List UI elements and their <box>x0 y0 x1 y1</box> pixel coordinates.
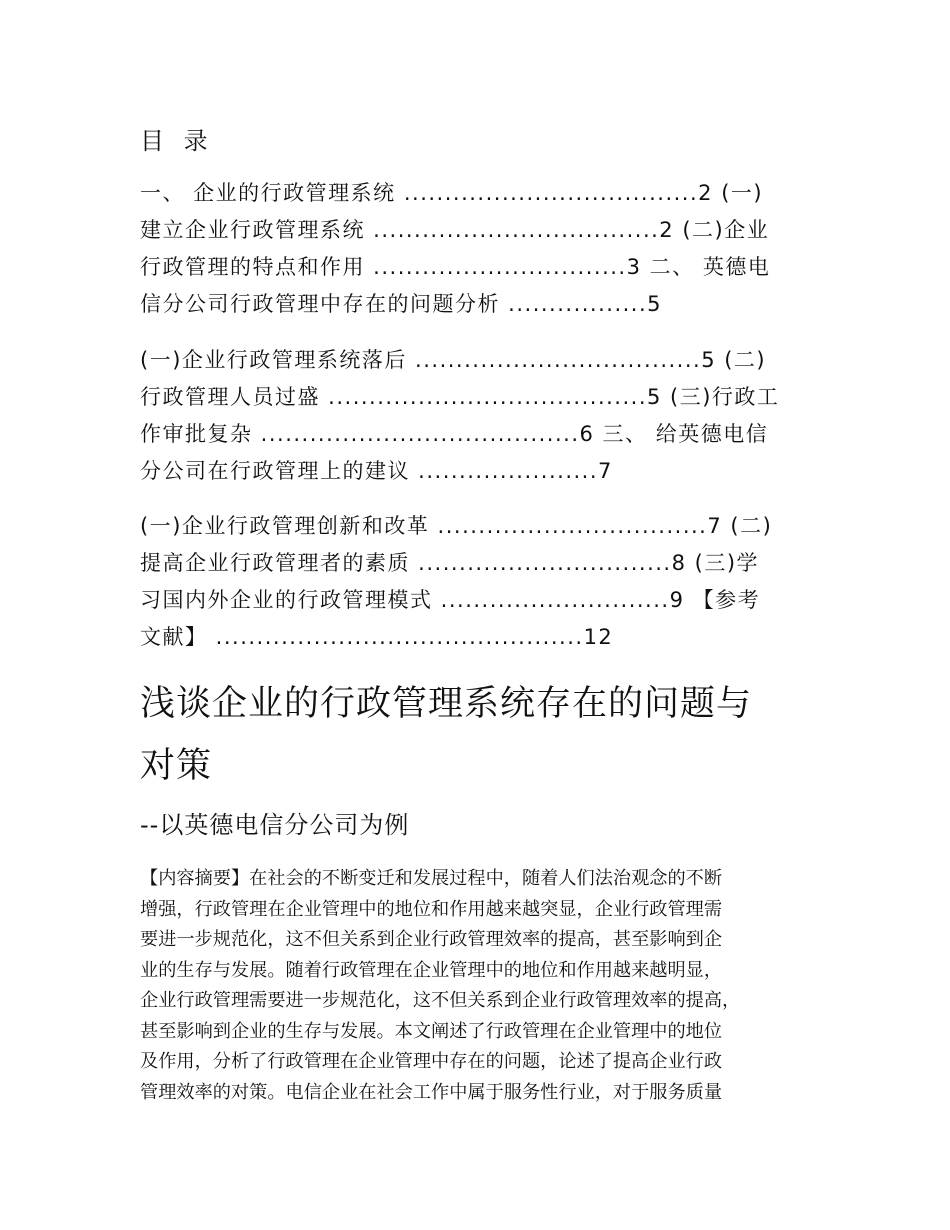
toc-line: 建立企业行政管理系统 ...................................2 (二)企业 <box>140 218 770 242</box>
toc-line: 文献】 .............................................12 <box>140 625 614 649</box>
toc-line: 行政管理人员过盛 .......................................5 (三)行政工 <box>140 385 780 409</box>
toc-line: 提高企业行政管理者的素质 ...............................8 (三)学 <box>140 551 760 575</box>
toc-block <box>140 175 810 323</box>
abstract-line: 甚至影响到企业的生存与发展。本文阐述了行政管理在企业管理中的地位 <box>140 1020 723 1042</box>
abstract-line: 管理效率的对策。电信企业在社会工作中属于服务性行业，对于服务质量 <box>140 1081 723 1103</box>
toc-block <box>140 508 810 656</box>
abstract-line: 企业行政管理需要进一步规范化，这不但关系到企业行政管理效率的提高， <box>140 990 741 1011</box>
toc-heading: 目 录 <box>140 127 214 155</box>
abstract-line: 业的生存与发展。随着行政管理在企业管理中的地位和作用越来越明显， <box>140 959 723 981</box>
article-subtitle: --以英德电信分公司为例 <box>140 811 410 839</box>
toc-block <box>140 342 810 490</box>
toc-line: (一)企业行政管理系统落后 ...................................5 (二) <box>140 348 767 372</box>
abstract-paragraph <box>140 864 810 1108</box>
abstract-line: 【内容摘要】在社会的不断变迁和发展过程中，随着人们法治观念的不断 <box>140 868 723 889</box>
abstract-line: 增强，行政管理在企业管理中的地位和作用越来越突显，企业行政管理需 <box>140 898 723 920</box>
toc-line: 信分公司行政管理中存在的问题分析 .................5 <box>140 292 663 316</box>
toc-line: (一)企业行政管理创新和改革 .................................7 (二) <box>140 514 773 538</box>
abstract-line: 要进一步规范化，这不但关系到企业行政管理效率的提高，甚至影响到企 <box>140 929 723 950</box>
abstract-line: 及作用，分析了行政管理在企业管理中存在的问题，论述了提高企业行政 <box>140 1051 723 1072</box>
toc-line: 习国内外企业的行政管理模式 ............................9 【参考 <box>140 588 761 612</box>
toc-line: 作审批复杂 .......................................6 三、 给英德电信 <box>140 422 769 446</box>
article-title-line: 对策 <box>140 746 213 786</box>
article-title-line: 浅谈企业的行政管理系统存在的问题与 <box>140 684 753 724</box>
article-title <box>140 673 810 797</box>
toc-line: 一、 企业的行政管理系统 ....................................2 (一) <box>140 181 764 205</box>
toc-line: 分公司在行政管理上的建议 ......................7 <box>140 459 613 483</box>
toc-line: 行政管理的特点和作用 ...............................3 二、 英德电 <box>140 255 771 279</box>
